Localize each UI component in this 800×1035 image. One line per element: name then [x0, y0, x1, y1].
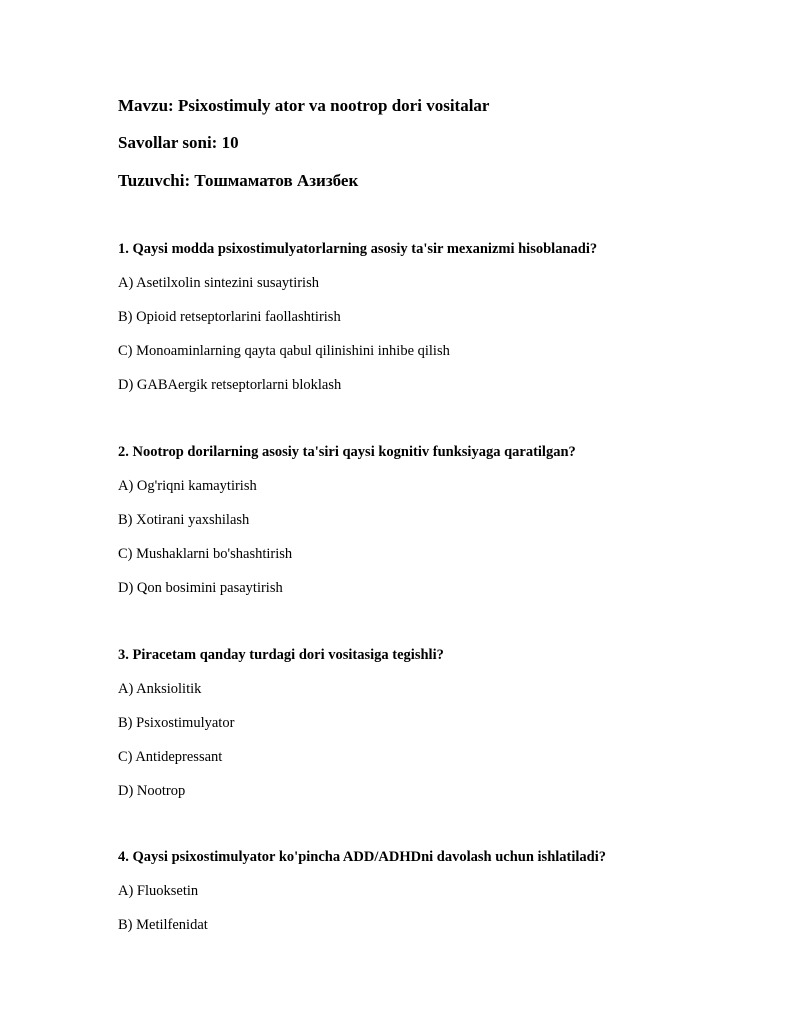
question-block-4 [118, 848, 758, 934]
question-text: 3. Piracetam qanday turdagi dori vositasiga tegishli? [118, 647, 444, 663]
answer-option-a: A) Anksiolitik [118, 681, 202, 697]
answer-option-a: A) Og'riqni kamaytirish [118, 478, 257, 494]
answer-option-c: C) Mushaklarni bo'shashtirish [118, 546, 293, 562]
answer-option-c: C) Monoaminlarning qayta qabul qilinishini inhibe qilish [118, 343, 450, 359]
author-line: Tuzuvchi: Тошмаматов Азизбек [118, 171, 359, 190]
answer-option-d: D) GABAergik retseptorlarni bloklash [118, 377, 342, 393]
question-block-2 [118, 443, 758, 597]
answer-option-b: B) Psixostimulyator [118, 715, 235, 731]
answer-option-a: A) Fluoksetin [118, 883, 199, 899]
question-text: 1. Qaysi modda psixostimulyatorlarning asosiy ta'sir mexanizmi hisoblanadi? [118, 241, 598, 257]
question-count: Savollar soni: 10 [118, 133, 239, 152]
answer-option-b: B) Xotirani yaxshilash [118, 512, 250, 528]
answer-option-b: B) Opioid retseptorlarini faollashtirish [118, 309, 341, 325]
answer-option-d: D) Qon bosimini pasaytirish [118, 580, 283, 596]
answer-option-d: D) Nootrop [118, 783, 186, 799]
topic-heading: Mavzu: Psixostimuly ator va nootrop dori vositalar [118, 96, 490, 115]
question-block-3 [118, 646, 758, 800]
answer-option-b: B) Metilfenidat [118, 917, 208, 933]
question-text: 4. Qaysi psixostimulyator ko'pincha ADD/ADHDni davolash uchun ishlatiladi? [118, 849, 607, 865]
question-text: 2. Nootrop dorilarning asosiy ta'siri qaysi kognitiv funksiyaga qaratilgan? [118, 444, 576, 460]
question-block-1 [118, 240, 758, 394]
answer-option-c: C) Antidepressant [118, 749, 223, 765]
answer-option-a: A) Asetilxolin sintezini susaytirish [118, 275, 319, 291]
